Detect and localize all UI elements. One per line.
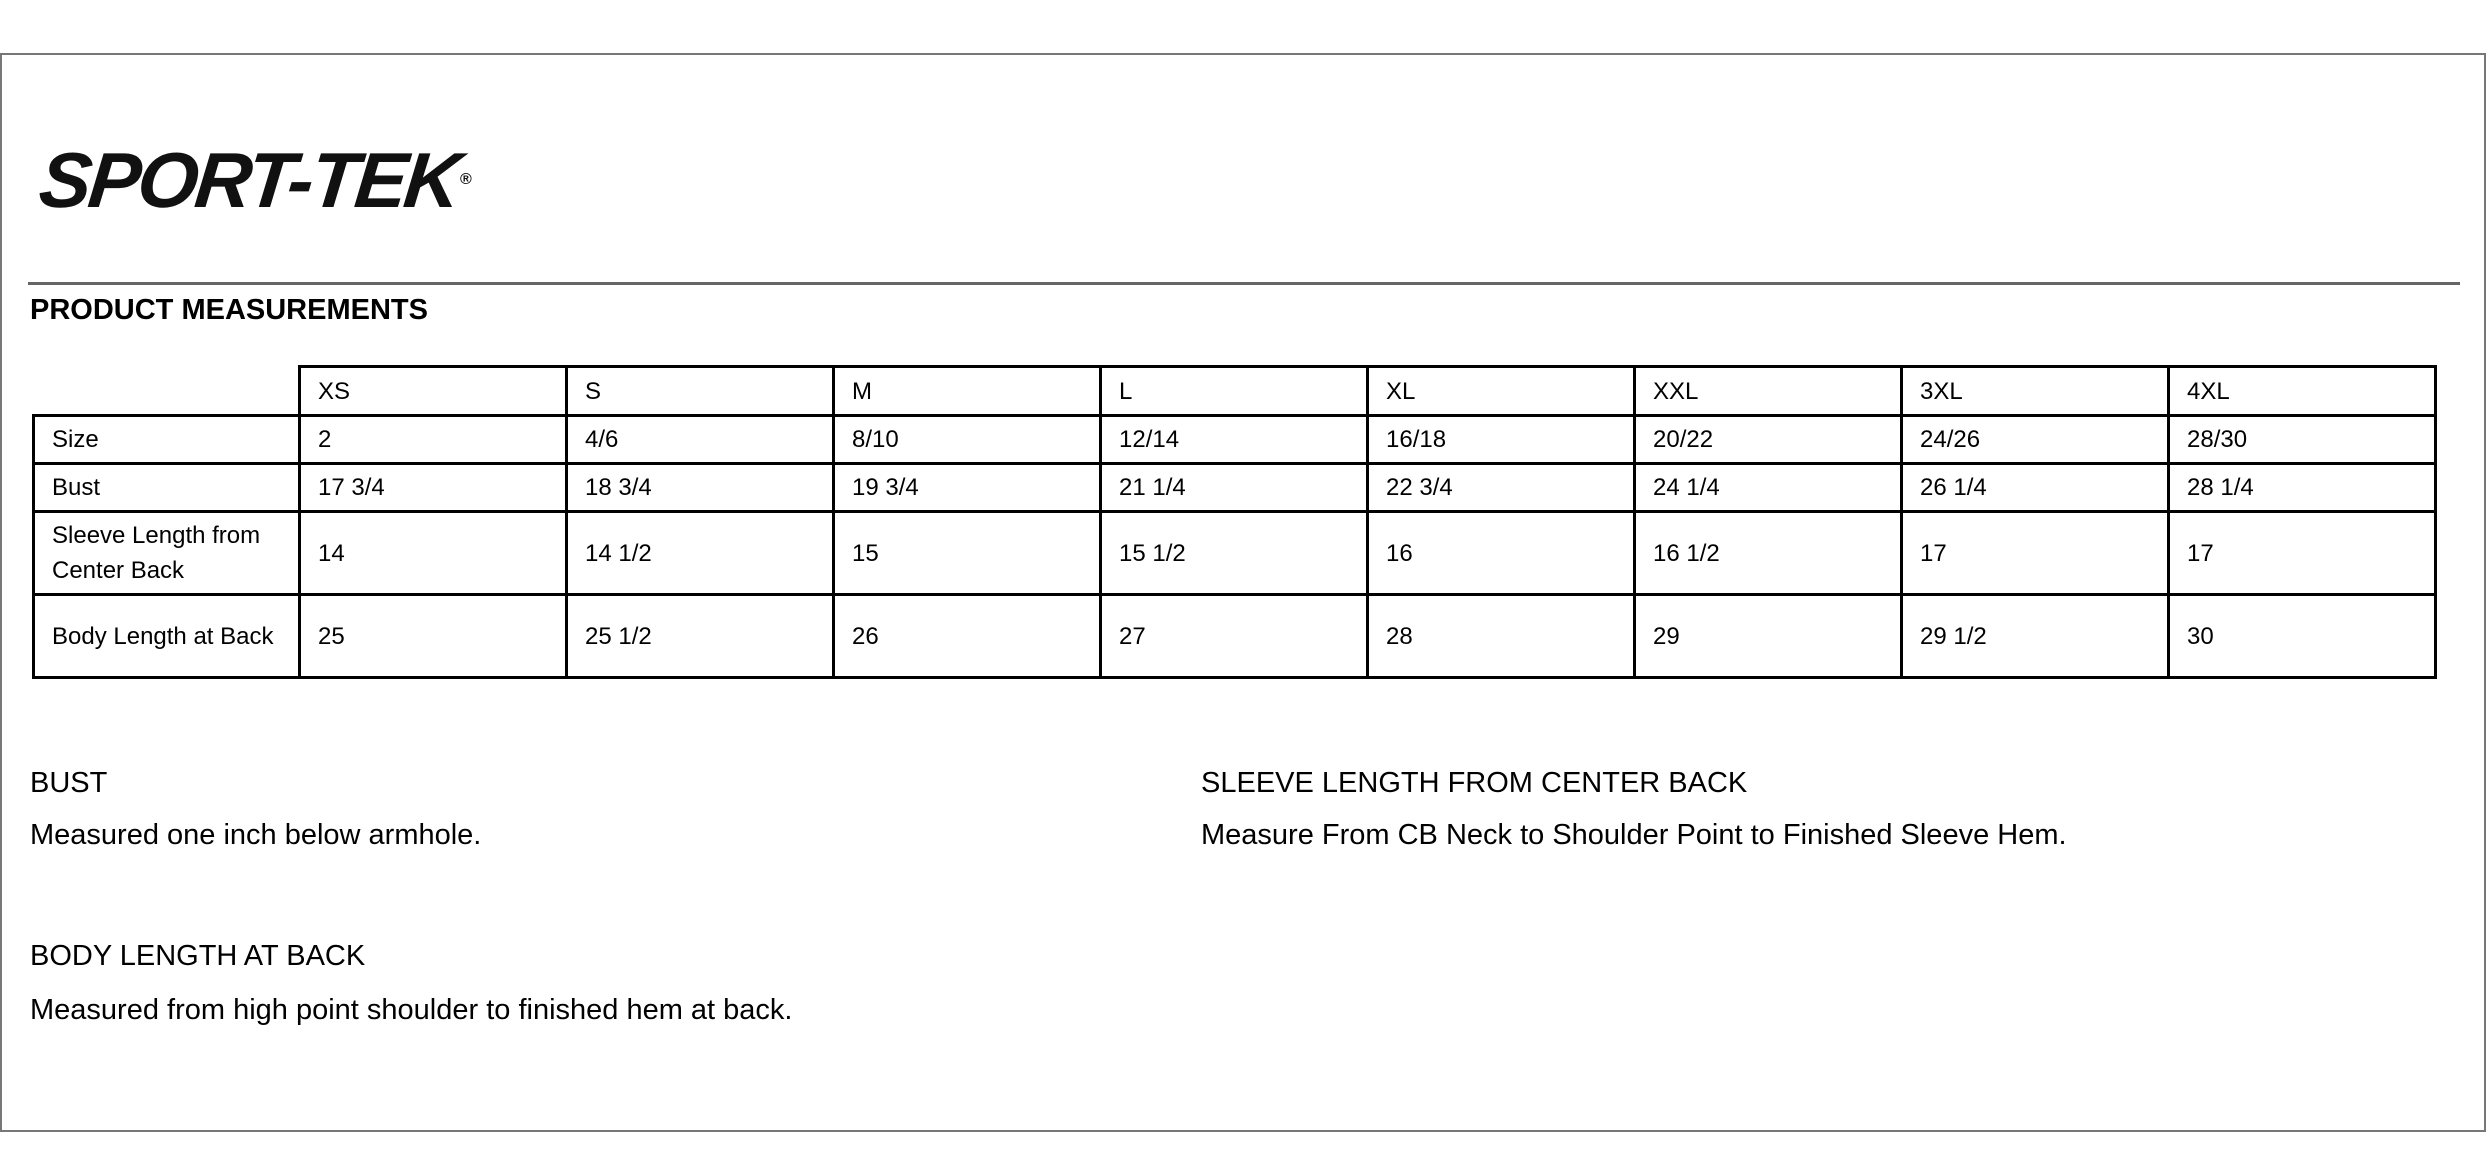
row-label: Bust	[34, 464, 300, 512]
section-title: PRODUCT MEASUREMENTS	[30, 294, 428, 326]
size-header-cell: 4XL	[2169, 367, 2436, 416]
table-row	[34, 512, 2436, 595]
table-cell: 8/10	[834, 416, 1101, 464]
size-header-row	[34, 367, 2436, 416]
table-cell: 30	[2169, 595, 2436, 678]
size-header-cell: S	[567, 367, 834, 416]
table-row	[34, 464, 2436, 512]
table-cell: 26 1/4	[1902, 464, 2169, 512]
size-header-cell: L	[1101, 367, 1368, 416]
table-cell: 16	[1368, 512, 1635, 595]
table-row	[34, 595, 2436, 678]
header-divider	[28, 282, 2460, 285]
body-length-definition-title: BODY LENGTH AT BACK	[30, 940, 366, 972]
size-header-cell: M	[834, 367, 1101, 416]
row-label: Size	[34, 416, 300, 464]
table-cell: 22 3/4	[1368, 464, 1635, 512]
table-cell: 19 3/4	[834, 464, 1101, 512]
table-cell: 26	[834, 595, 1101, 678]
table-cell: 29 1/2	[1902, 595, 2169, 678]
table-cell: 28 1/4	[2169, 464, 2436, 512]
table-cell: 17	[1902, 512, 2169, 595]
table-cell: 18 3/4	[567, 464, 834, 512]
table-cell: 20/22	[1635, 416, 1902, 464]
table-cell: 17 3/4	[300, 464, 567, 512]
logo-wordmark: SPORT-TEK	[35, 136, 463, 224]
table-cell: 17	[2169, 512, 2436, 595]
table-cell: 2	[300, 416, 567, 464]
table-cell: 29	[1635, 595, 1902, 678]
corner-cell	[34, 367, 300, 416]
table-cell: 16 1/2	[1635, 512, 1902, 595]
size-header-cell: 3XL	[1902, 367, 2169, 416]
bust-definition-text: Measured one inch below armhole.	[30, 819, 482, 851]
sport-tek-logo	[35, 135, 472, 225]
table-cell: 25 1/2	[567, 595, 834, 678]
table-cell: 28/30	[2169, 416, 2436, 464]
measurements-table	[32, 365, 2437, 679]
registered-mark: ®	[459, 171, 472, 188]
table-cell: 25	[300, 595, 567, 678]
sleeve-definition-title: SLEEVE LENGTH FROM CENTER BACK	[1201, 767, 1748, 799]
size-header-cell: XL	[1368, 367, 1635, 416]
table-cell: 21 1/4	[1101, 464, 1368, 512]
row-label: Sleeve Length from Center Back	[34, 512, 300, 595]
table-cell: 16/18	[1368, 416, 1635, 464]
table-cell: 24/26	[1902, 416, 2169, 464]
table-cell: 4/6	[567, 416, 834, 464]
table-cell: 15 1/2	[1101, 512, 1368, 595]
size-header-cell: XS	[300, 367, 567, 416]
table-row	[34, 416, 2436, 464]
sleeve-definition-text: Measure From CB Neck to Shoulder Point to Finished Sleeve Hem.	[1201, 819, 2067, 851]
table-cell: 15	[834, 512, 1101, 595]
table-cell: 12/14	[1101, 416, 1368, 464]
size-header-cell: XXL	[1635, 367, 1902, 416]
table-cell: 27	[1101, 595, 1368, 678]
body-length-definition-text: Measured from high point shoulder to finished hem at back.	[30, 994, 793, 1026]
table-cell: 14 1/2	[567, 512, 834, 595]
table-cell: 14	[300, 512, 567, 595]
table-cell: 24 1/4	[1635, 464, 1902, 512]
bust-definition-title: BUST	[30, 767, 108, 799]
row-label: Body Length at Back	[34, 595, 300, 678]
table-cell: 28	[1368, 595, 1635, 678]
